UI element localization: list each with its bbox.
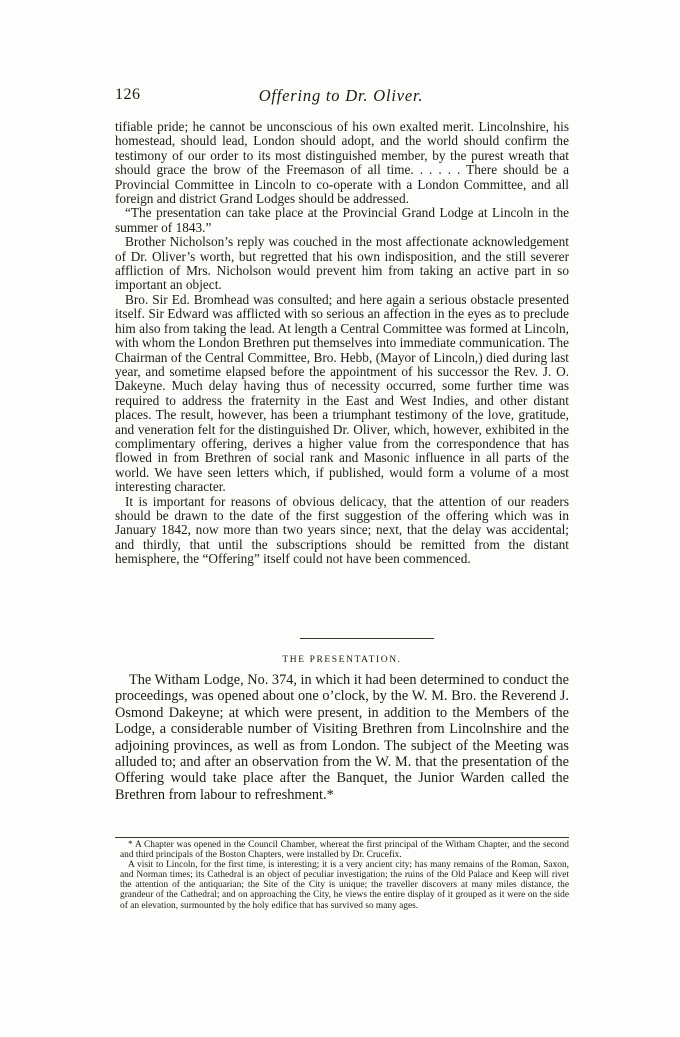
body-paragraph: It is important for reasons of obvious delicacy, that the attention of our readers should be drawn to the date of the first suggestion of the offering which was in January 1842, now more than two years since; next, that the delay was accidental; and thirdly, that until the subscriptions should be remitted from the distant hemisphere, the “Offering” itself could not have been commenced. bbox=[115, 493, 569, 567]
body-paragraph: tifiable pride; he cannot be unconscious of his own exalted merit. Lincolnshire, his homestead, should lead, London should adopt, and the world should confirm the testimony of our order to its most distinguished member, by the purest wreath that should grace the brow of the Freemason of all time. . . . . . There should be a Provincial Committee in Lincoln to co-operate with a London Committee, and all foreign and district Grand Lodges should be addressed. bbox=[115, 119, 569, 207]
section-title: THE PRESENTATION. bbox=[282, 655, 402, 665]
footnote: A visit to Lincoln, for the first time, is interesting; it is a very ancient city; has many remains of the Roman, Saxon, and Norman times; its Cathedral is an object of peculiar investigation; the ruins of the Old Palace and Keep will rivet the attention of the antiquarian; the Site of the City is unique; the traveller discovers at many miles distance, the grandeur of the Cathedral; and on approaching the City, he views the entire display of it grouped as it were on the side of an elevation, surmounted by the holy edifice that has survived so many ages. bbox=[120, 860, 569, 911]
footnote: * A Chapter was opened in the Council Chamber, whereat the first principal of the Witham Chapter, and the second and third principals of the Boston Chapters, were installed by Dr. Crucefix. bbox=[120, 840, 569, 861]
page-header bbox=[115, 86, 567, 108]
body-text bbox=[115, 120, 569, 567]
body-paragraph: “The presentation can take place at the Provincial Grand Lodge at Lincoln in the summer of 1843.” bbox=[115, 205, 569, 235]
body-paragraph: Bro. Sir Ed. Bromhead was consulted; and here again a serious obstacle presented itself. Sir Edward was afflicted with so serious an affection in the eyes as to preclude him also from taking the lead. At length a Central Committee was formed at Lincoln, with whom the London Brethren put themselves into immediate communication. The Chairman of the Central Committee, Bro. Hebb, (Mayor of Lincoln,) died during last year, and sometime elapsed before the appointment of his successor the Rev. J. O. Dakeyne. Much delay having thus of necessity occurred, some further time was required to address the fraternity in the East and West Indies, and other distant places. The result, however, has been a triumphant testimony of the love, gratitude, and veneration felt for the distinguished Dr. Oliver, which, however, exhibited in the complimentary offering, derives a higher value from the correspondence that has flowed in from Brethren of social rank and Masonic influence in all parts of the world. We have seen letters which, if published, would form a volume of a most interesting character. bbox=[115, 291, 569, 495]
section-text bbox=[115, 672, 569, 803]
page-number: 126 bbox=[115, 86, 141, 103]
running-title: Offering to Dr. Oliver. bbox=[258, 86, 424, 105]
section-divider bbox=[300, 638, 434, 639]
footnote-divider bbox=[115, 837, 569, 838]
footnotes bbox=[120, 840, 569, 911]
body-paragraph: Brother Nicholson’s reply was couched in the most affectionate acknowledgement of Dr. Oliver’s worth, but regretted that his own indisposition, and the still severer affliction of Mrs. Nicholson would prevent him from taking an active part in so important an object. bbox=[115, 234, 569, 293]
section-paragraph: The Witham Lodge, No. 374, in which it had been determined to conduct the proceedings, was opened about one o’clock, by the W. M. Bro. the Reverend J. Osmond Dakeyne; at which were present, in addition to the Members of the Lodge, a considerable number of Visiting Brethren from Lincolnshire and the adjoining provinces, as well as from London. The subject of the Meeting was alluded to; and after an observation from the W. M. that the presentation of the Offering would take place after the Banquet, the Junior Warden called the Brethren from labour to refreshment.* bbox=[115, 672, 569, 803]
